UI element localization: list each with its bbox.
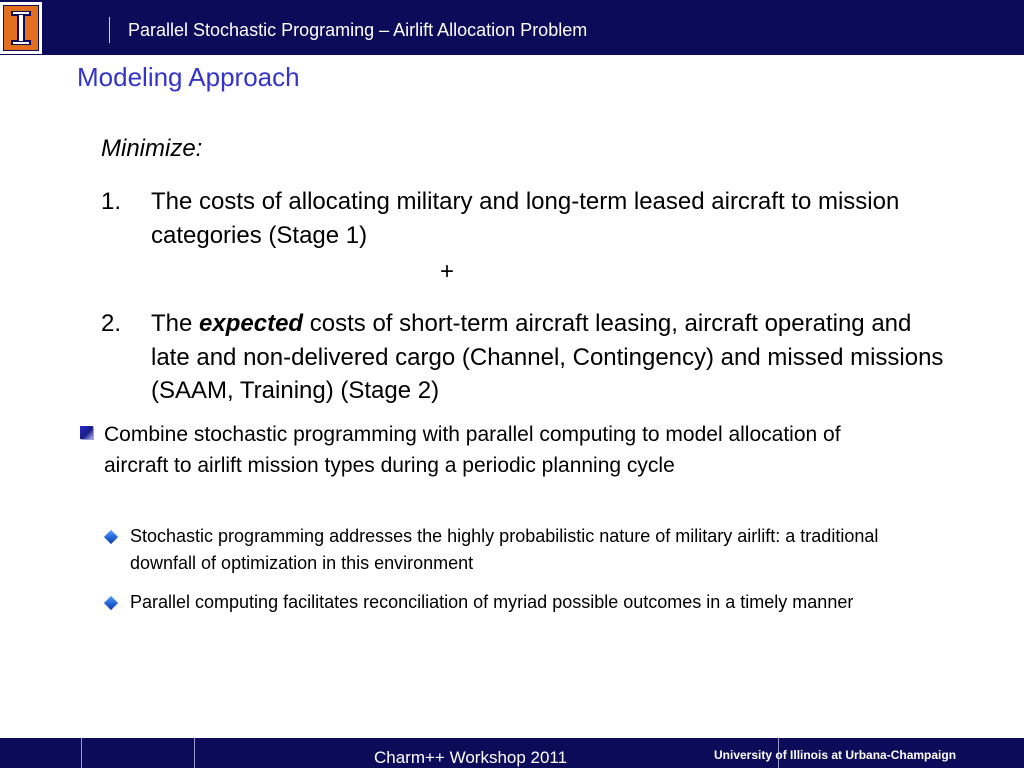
item-2-emphasis: expected: [199, 310, 304, 337]
item-2-text: [151, 307, 951, 408]
footer-divider: [194, 738, 195, 768]
subbullet-2-text: Parallel computing facilitates reconciliation of myriad possible outcomes in a timely manner: [130, 592, 854, 612]
diamond-bullet-icon: [104, 530, 118, 544]
subbullet-1-text: Stochastic programming addresses the highly probabilistic nature of military airlift: a traditional downfall of optimization in this environment: [130, 526, 879, 573]
square-bullet-icon: [80, 426, 93, 439]
item-1-number: 1.: [101, 188, 122, 215]
footer-event: Charm++ Workshop 2011: [374, 748, 568, 767]
slide-title: Modeling Approach: [77, 62, 300, 92]
footer-divider: [81, 738, 82, 768]
header-title: Parallel Stochastic Programing – Airlift Allocation Problem: [128, 20, 588, 40]
university-logo: [0, 2, 42, 54]
minimize-label: Minimize:: [101, 135, 203, 162]
footer-university: University of Illinois at Urbana-Champaign: [714, 748, 957, 762]
bullet-text: Combine stochastic programming with parallel computing to model allocation of aircraft to airlift mission types during a periodic planning cycle: [104, 423, 841, 477]
item-2-text-before: The: [151, 310, 200, 337]
plus-sign: +: [440, 258, 455, 285]
header-divider: [109, 17, 110, 43]
diamond-bullet-icon: [104, 596, 118, 610]
item-2-number: 2.: [101, 310, 122, 337]
logo-block: [3, 5, 39, 51]
item-1-text: The costs of allocating military and long-term leased aircraft to mission categories (Stage 1): [151, 188, 900, 249]
item-2-text-after: costs of short-term aircraft leasing, aircraft operating and late and non-delivered cargo (Channel, Contingency) and missed missions (SAAM, Training) (Stage 2): [151, 310, 944, 404]
university-i-logo-icon: [4, 6, 38, 50]
